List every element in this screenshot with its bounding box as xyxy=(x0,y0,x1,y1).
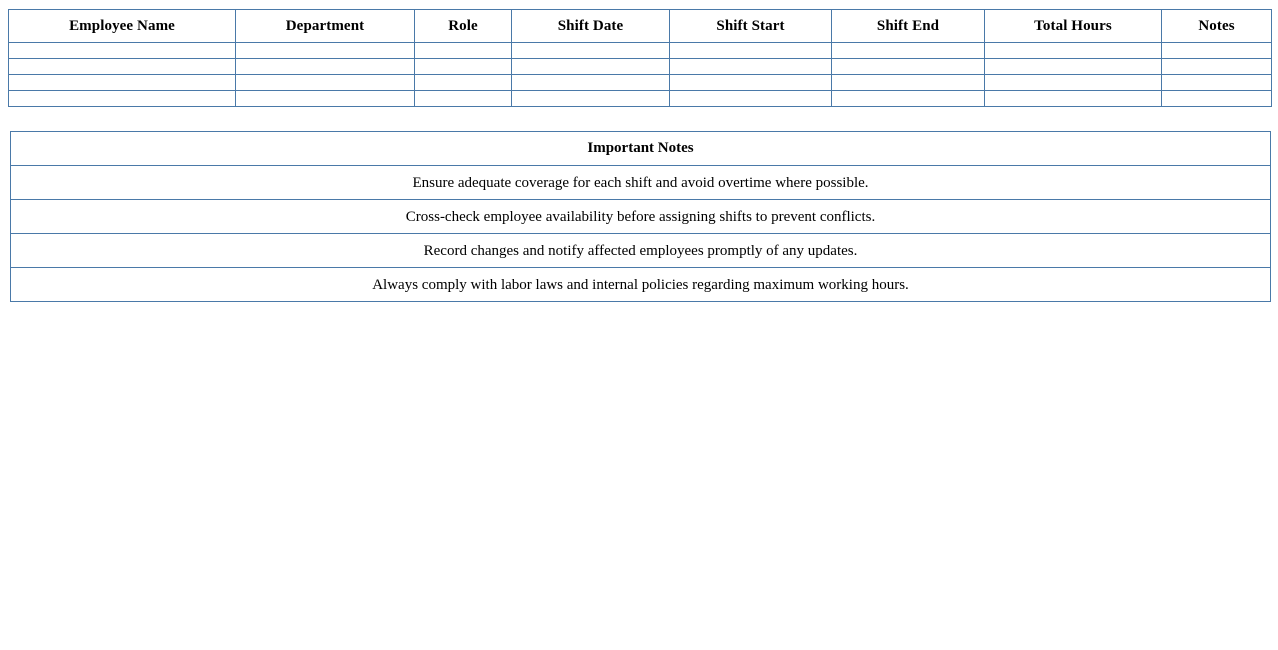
important-notes-container xyxy=(10,131,1271,302)
column-header-total-hours: Total Hours xyxy=(985,10,1162,43)
cell-shift-start[interactable] xyxy=(670,91,832,107)
column-header-role: Role xyxy=(415,10,512,43)
column-header-shift-date: Shift Date xyxy=(512,10,670,43)
notes-table-body xyxy=(11,166,1271,302)
column-header-employee-name: Employee Name xyxy=(9,10,236,43)
cell-shift-start[interactable] xyxy=(670,75,832,91)
cell-shift-date[interactable] xyxy=(512,59,670,75)
notes-header-row xyxy=(11,132,1271,166)
cell-department[interactable] xyxy=(236,75,415,91)
column-header-shift-end: Shift End xyxy=(832,10,985,43)
note-text: Record changes and notify affected employees promptly of any updates. xyxy=(11,234,1271,268)
cell-shift-end[interactable] xyxy=(832,43,985,59)
cell-department[interactable] xyxy=(236,43,415,59)
notes-section-title: Important Notes xyxy=(11,132,1271,166)
table-row[interactable] xyxy=(9,59,1272,75)
cell-notes[interactable] xyxy=(1162,43,1272,59)
cell-role[interactable] xyxy=(415,75,512,91)
cell-employee-name[interactable] xyxy=(9,43,236,59)
cell-shift-end[interactable] xyxy=(832,91,985,107)
cell-employee-name[interactable] xyxy=(9,75,236,91)
cell-role[interactable] xyxy=(415,43,512,59)
list-item xyxy=(11,234,1271,268)
schedule-table-body xyxy=(9,43,1272,107)
list-item xyxy=(11,200,1271,234)
list-item xyxy=(11,166,1271,200)
table-row[interactable] xyxy=(9,43,1272,59)
column-header-notes: Notes xyxy=(1162,10,1272,43)
cell-shift-date[interactable] xyxy=(512,91,670,107)
cell-department[interactable] xyxy=(236,91,415,107)
notes-table-header xyxy=(11,132,1271,166)
cell-role[interactable] xyxy=(415,91,512,107)
table-row[interactable] xyxy=(9,91,1272,107)
cell-total-hours[interactable] xyxy=(985,75,1162,91)
cell-department[interactable] xyxy=(236,59,415,75)
cell-shift-date[interactable] xyxy=(512,75,670,91)
schedule-table-container xyxy=(8,9,1271,107)
note-text: Always comply with labor laws and internal policies regarding maximum working hours. xyxy=(11,268,1271,302)
cell-employee-name[interactable] xyxy=(9,91,236,107)
cell-shift-end[interactable] xyxy=(832,59,985,75)
cell-shift-start[interactable] xyxy=(670,59,832,75)
header-row xyxy=(9,10,1272,43)
list-item xyxy=(11,268,1271,302)
important-notes-table xyxy=(10,131,1271,302)
cell-role[interactable] xyxy=(415,59,512,75)
cell-notes[interactable] xyxy=(1162,91,1272,107)
column-header-shift-start: Shift Start xyxy=(670,10,832,43)
cell-total-hours[interactable] xyxy=(985,59,1162,75)
cell-employee-name[interactable] xyxy=(9,59,236,75)
table-row[interactable] xyxy=(9,75,1272,91)
cell-shift-end[interactable] xyxy=(832,75,985,91)
shift-schedule-table xyxy=(8,9,1272,107)
cell-shift-date[interactable] xyxy=(512,43,670,59)
cell-notes[interactable] xyxy=(1162,59,1272,75)
cell-shift-start[interactable] xyxy=(670,43,832,59)
cell-notes[interactable] xyxy=(1162,75,1272,91)
cell-total-hours[interactable] xyxy=(985,43,1162,59)
column-header-department: Department xyxy=(236,10,415,43)
note-text: Cross-check employee availability before assigning shifts to prevent conflicts. xyxy=(11,200,1271,234)
note-text: Ensure adequate coverage for each shift and avoid overtime where possible. xyxy=(11,166,1271,200)
schedule-table-header xyxy=(9,10,1272,43)
cell-total-hours[interactable] xyxy=(985,91,1162,107)
